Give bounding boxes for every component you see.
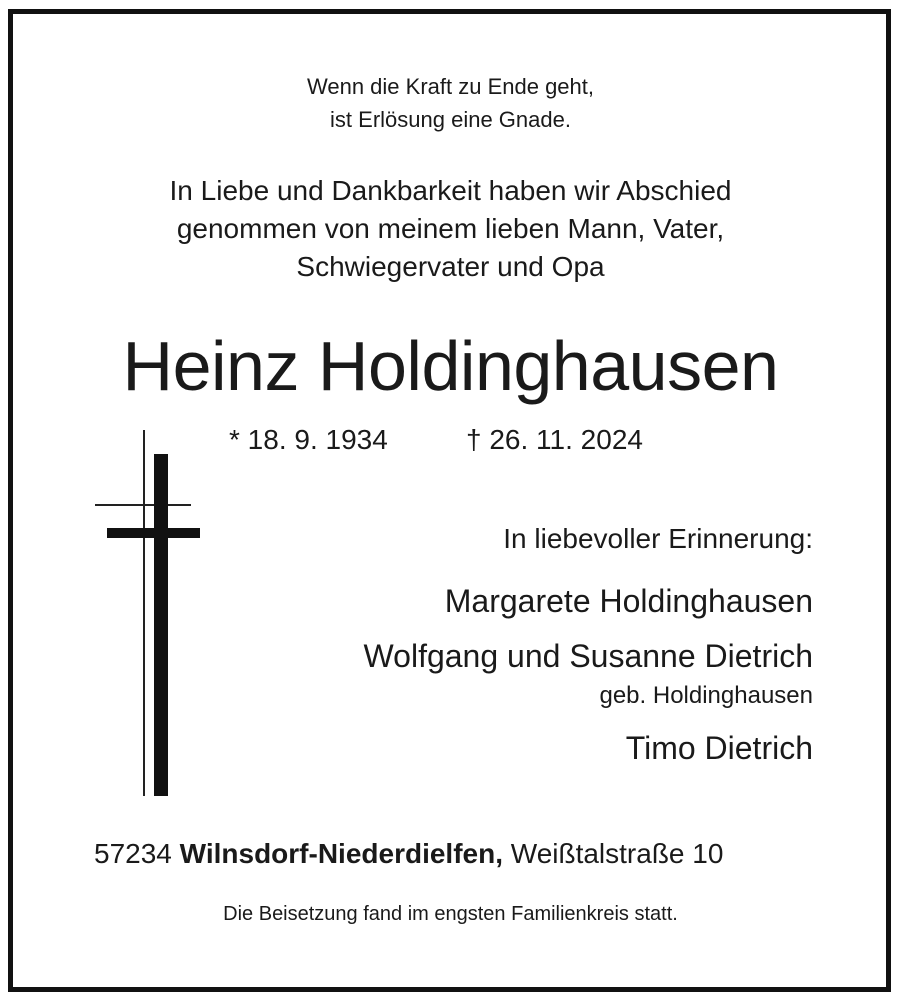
address-city: Wilnsdorf-Niederdielfen,: [179, 838, 503, 869]
verse-line-2: ist Erlösung eine Gnade.: [330, 107, 571, 132]
verse-line-1: Wenn die Kraft zu Ende geht,: [307, 74, 594, 99]
intro-line-2: genommen von meinem lieben Mann, Vater,: [176, 213, 725, 244]
funeral-note: Die Beisetzung fand im engsten Familienkreis statt.: [223, 903, 678, 925]
address: [94, 836, 723, 872]
address-street: Weißtalstraße 10: [510, 838, 724, 869]
mourner-name-2-note: geb. Holdinghausen: [599, 682, 813, 709]
death-date: † 26. 11. 2024: [466, 424, 643, 455]
intro-text: [0, 172, 901, 286]
intro-line-3: Schwiegervater und Opa: [296, 251, 605, 282]
address-zip: 57234: [94, 838, 172, 869]
memory-heading: In liebevoller Erinnerung:: [503, 523, 813, 554]
mourner-name-2: Wolfgang und Susanne Dietrich: [363, 638, 813, 674]
mourner-name-3: Timo Dietrich: [625, 730, 813, 766]
deceased-name: Heinz Holdinghausen: [122, 327, 779, 405]
mourner-name-1: Margarete Holdinghausen: [444, 583, 813, 619]
intro-line-1: In Liebe und Dankbarkeit haben wir Abschied: [169, 175, 732, 206]
birth-date: * 18. 9. 1934: [229, 424, 388, 455]
verse: [0, 70, 901, 136]
cross-icon: [90, 428, 210, 798]
